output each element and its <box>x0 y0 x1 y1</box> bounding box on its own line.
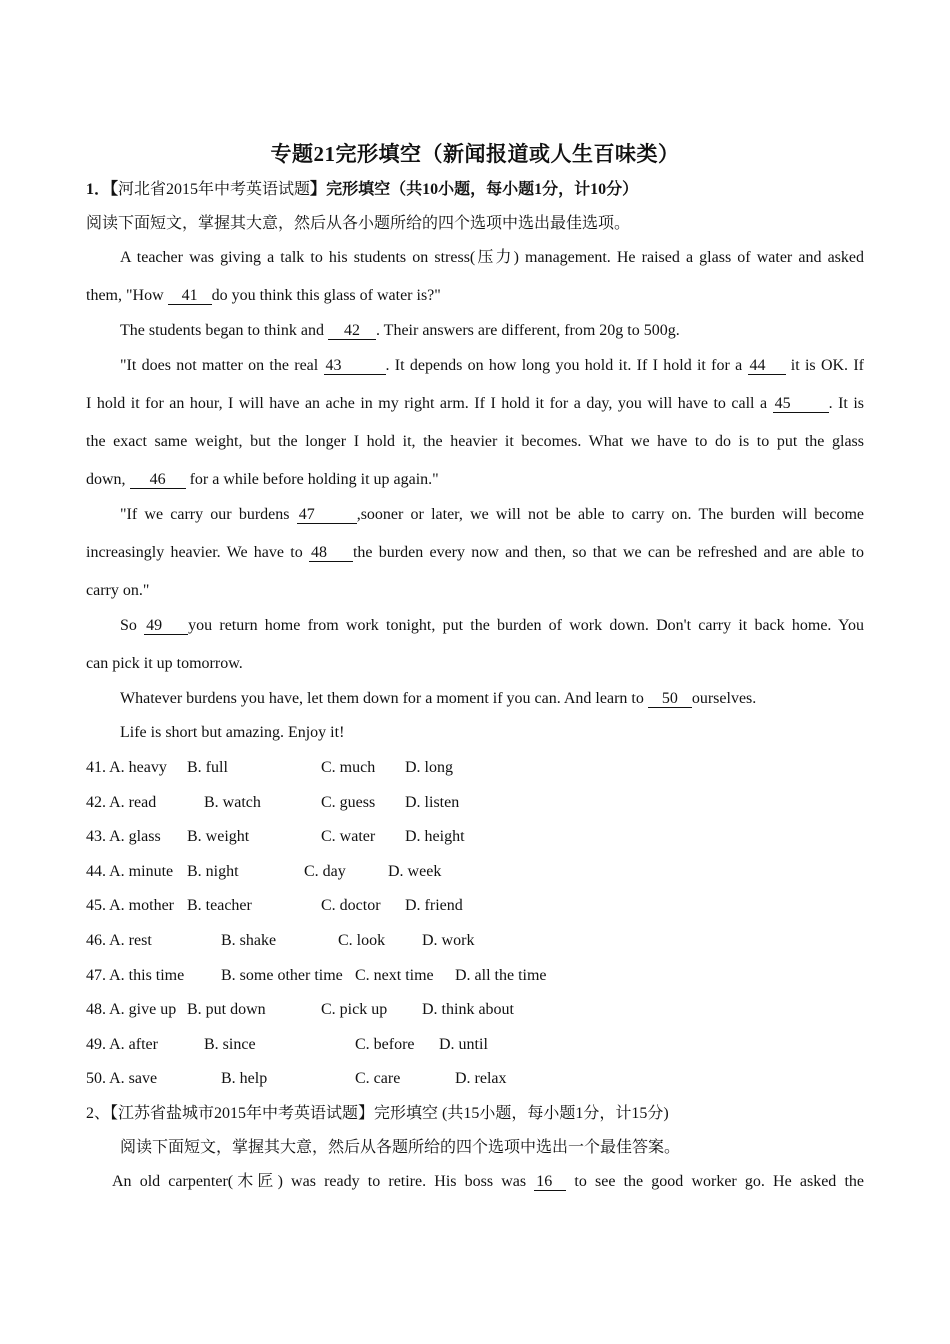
blank-47: 47 <box>297 506 357 524</box>
blank-16: 16 <box>534 1173 566 1191</box>
option-b: B. shake <box>221 932 277 949</box>
option-row-41-a: 41. A. heavy <box>86 759 167 776</box>
passage-text: for a while before holding it up again." <box>185 471 439 488</box>
page-title: 专题21完形填空（新闻报道或人生百味类） <box>270 142 680 166</box>
passage-line <box>120 356 864 376</box>
option-b: B. weight <box>187 828 250 845</box>
option-d: D. until <box>439 1036 488 1053</box>
passage-text: "If we carry our burdens <box>120 506 297 523</box>
option-c: C. care <box>355 1070 401 1087</box>
option-row-49-a: 49. A. after <box>86 1036 158 1053</box>
question-1-instruction: 阅读下面短文，掌握其大意，然后从各小题所给的四个选项中选出最佳选项。 <box>86 215 631 232</box>
passage-text: them, "How <box>86 287 168 304</box>
option-d: D. friend <box>405 897 463 914</box>
option-d: D. listen <box>405 794 460 811</box>
option-d: D. all the time <box>455 967 547 984</box>
passage-line: can pick it up tomorrow. <box>86 655 243 672</box>
option-d: D. week <box>388 863 442 880</box>
option-c: C. water <box>321 828 376 845</box>
option-b: B. since <box>204 1036 256 1053</box>
option-row-47-a: 47. A. this time <box>86 967 185 984</box>
blank-49: 49 <box>144 617 188 635</box>
passage-text: The students began to think and <box>120 322 328 339</box>
passage-line: the exact same weight, but the longer I hold it, the heavier it becomes. What we have to do is to put the glass <box>86 433 864 450</box>
passage-text: . It is <box>828 395 865 412</box>
blank-41: 41 <box>168 287 212 305</box>
blank-42: 42 <box>328 322 376 340</box>
passage-text: . It depends on how long you hold it. If I hold it for a <box>385 357 748 374</box>
passage-text: ,sooner or later, we will not be able to carry on. The burden will become <box>356 506 865 523</box>
option-b: B. full <box>187 759 228 776</box>
option-c: C. much <box>321 759 376 776</box>
source-bracket-right: 】 <box>310 181 327 198</box>
passage-text: increasingly heavier. We have to <box>86 544 309 561</box>
question-source: 河北省2015年中考英语试题 <box>118 181 311 198</box>
option-d: D. long <box>405 759 453 776</box>
passage-line <box>120 616 864 636</box>
question-1-heading <box>86 180 864 200</box>
option-row-50-a: 50. A. save <box>86 1070 158 1087</box>
passage-line: A teacher was giving a talk to his students on stress(压力) management. He raised a glass of water and asked <box>120 249 864 266</box>
passage-text: it is OK. If <box>785 357 865 374</box>
passage-text: "It does not matter on the real <box>120 357 324 374</box>
option-row-45-a: 45. A. mother <box>86 897 174 914</box>
passage-text: So <box>120 617 145 634</box>
passage-text: Whatever burdens you have, let them down for a moment if you can. And learn to <box>120 690 648 707</box>
passage-line <box>86 470 864 490</box>
blank-50: 50 <box>648 690 692 708</box>
passage-line <box>86 394 864 414</box>
blank-46: 46 <box>130 471 186 489</box>
option-b: B. watch <box>204 794 261 811</box>
blank-44: 44 <box>748 357 786 375</box>
option-c: C. next time <box>355 967 434 984</box>
passage-line: Life is short but amazing. Enjoy it! <box>120 724 345 741</box>
option-d: D. work <box>422 932 475 949</box>
source-bracket-left: 【 <box>110 181 119 198</box>
option-row-46-a: 46. A. rest <box>86 932 152 949</box>
option-c: C. guess <box>321 794 376 811</box>
passage-text: . Their answers are different, from 20g to 500g. <box>375 322 680 339</box>
option-row-48-a: 48. A. give up <box>86 1001 177 1018</box>
passage-text: I hold it for an hour, I will have an ache in my right arm. If I hold it for a day, you will have to call a <box>86 395 773 412</box>
option-d: D. think about <box>422 1001 514 1018</box>
blank-43: 43 <box>324 357 386 375</box>
passage-text: to see the good worker go. He asked the <box>566 1173 864 1190</box>
passage-text: down, <box>86 471 130 488</box>
passage-text: ourselves. <box>691 690 757 707</box>
option-c: C. pick up <box>321 1001 388 1018</box>
option-d: D. height <box>405 828 465 845</box>
question-number: 1． <box>86 181 111 198</box>
passage-line <box>86 286 864 306</box>
blank-48: 48 <box>309 544 353 562</box>
passage-line <box>120 689 864 709</box>
question-2-instruction: 阅读下面短文，掌握其大意，然后从各题所给的四个选项中选出一个最佳答案。 <box>120 1139 681 1156</box>
option-c: C. look <box>338 932 386 949</box>
passage-line: carry on." <box>86 582 150 599</box>
option-c: C. doctor <box>321 897 381 914</box>
passage-line <box>86 543 864 563</box>
option-b: B. teacher <box>187 897 252 914</box>
passage-line <box>112 1172 864 1192</box>
option-row-44-a: 44. A. minute <box>86 863 174 880</box>
option-row-43-a: 43. A. glass <box>86 828 161 845</box>
passage-line <box>120 321 864 341</box>
option-b: B. some other time <box>221 967 343 984</box>
option-b: B. help <box>221 1070 268 1087</box>
option-c: C. day <box>304 863 346 880</box>
passage-text: the burden every now and then, so that we can be refreshed and are able to <box>352 544 864 561</box>
option-b: B. night <box>187 863 239 880</box>
passage-text: you return home from work tonight, put the burden of work down. Don't carry it back home. You <box>188 617 865 634</box>
option-c: C. before <box>355 1036 415 1053</box>
question-2-heading: 2、【江苏省盐城市2015年中考英语试题】完形填空 (共15小题，每小题1分，计15分) <box>86 1105 669 1122</box>
question-heading: 完形填空（共10小题，每小题1分，计10分） <box>326 181 639 198</box>
option-d: D. relax <box>455 1070 507 1087</box>
passage-line <box>120 505 864 525</box>
blank-45: 45 <box>773 395 829 413</box>
option-row-42-a: 42. A. read <box>86 794 157 811</box>
passage-text: An old carpenter(木匠) was ready to retire. His boss was <box>112 1173 535 1190</box>
option-b: B. put down <box>187 1001 266 1018</box>
passage-text: do you think this glass of water is?" <box>211 287 441 304</box>
